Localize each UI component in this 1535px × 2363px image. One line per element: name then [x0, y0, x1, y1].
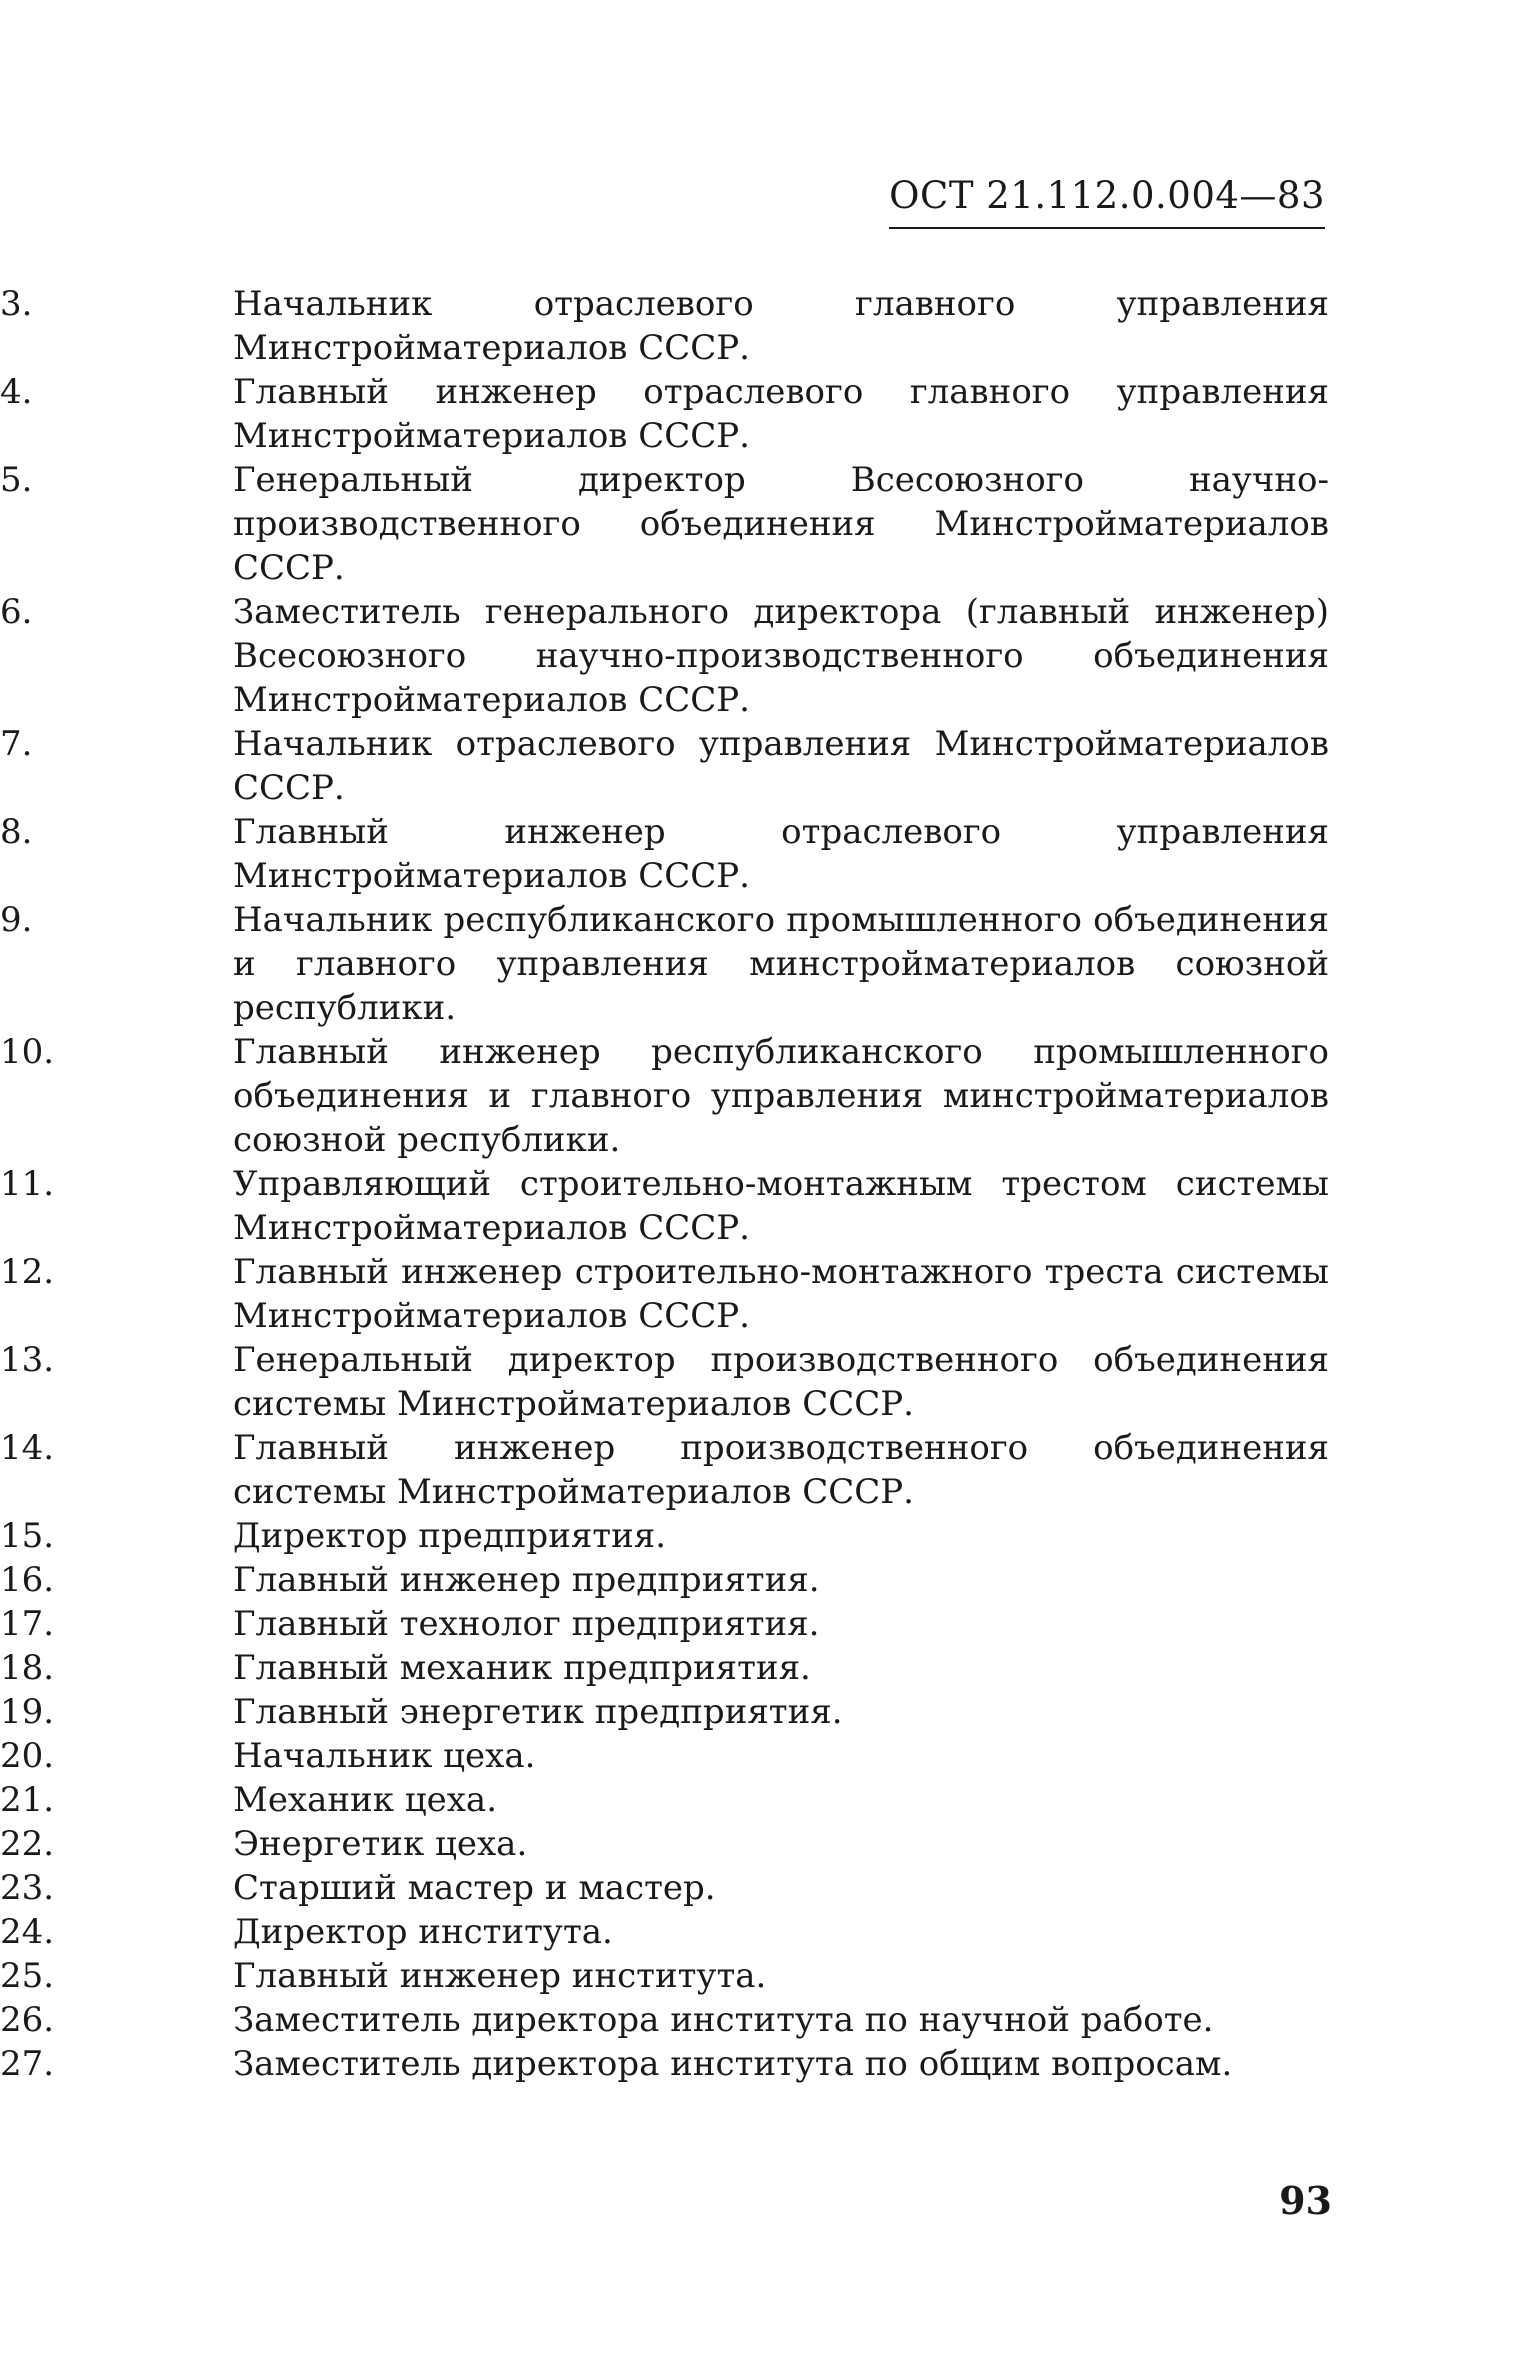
list-item-text: Директор института.	[233, 1912, 613, 1952]
list-item-text: Заместитель генерального директора (главный инженер) Всесоюзного научно-производственного объединения Минстройматериалов СССР.	[233, 592, 1329, 720]
list-item	[0, 1514, 1329, 1558]
list-item-number: 10.	[0, 1032, 55, 1072]
list-item-text: Главный механик предприятия.	[233, 1648, 811, 1688]
list-item	[0, 1690, 1329, 1734]
list-item-number: 18.	[0, 1648, 55, 1688]
list-item	[0, 1998, 1329, 2042]
list-item-number: 16.	[0, 1560, 55, 1600]
list-item-text: Энергетик цеха.	[233, 1824, 528, 1864]
list-item-text: Генеральный директор производственного объединения системы Минстройматериалов СССР.	[233, 1340, 1329, 1424]
list-item-text: Главный технолог предприятия.	[233, 1604, 820, 1644]
list-item-number: 17.	[0, 1604, 55, 1644]
position-list	[0, 282, 1535, 2086]
list-item-text: Старший мастер и мастер.	[233, 1868, 716, 1908]
list-item-text: Главный инженер института.	[233, 1956, 767, 1996]
list-item-text: Начальник отраслевого главного управления Минстройматериалов СССР.	[233, 284, 1329, 368]
list-item	[0, 898, 1329, 1030]
list-item	[0, 458, 1329, 590]
list-item	[0, 1162, 1329, 1250]
list-item-number: 26.	[0, 2000, 55, 2040]
list-item-number: 24.	[0, 1912, 55, 1952]
list-item-text: Главный инженер отраслевого управления Минстройматериалов СССР.	[233, 812, 1329, 896]
list-item-text: Начальник отраслевого управления Минстройматериалов СССР.	[233, 724, 1329, 808]
list-item-number: 4.	[0, 372, 33, 412]
list-item	[0, 1910, 1329, 1954]
list-item-number: 22.	[0, 1824, 55, 1864]
list-item	[0, 1866, 1329, 1910]
list-item-text: Механик цеха.	[233, 1780, 497, 1820]
list-item-number: 27.	[0, 2044, 55, 2084]
list-item-number: 12.	[0, 1252, 55, 1292]
list-item-text: Начальник республиканского промышленного объединения и главного управления минстройматериалов союзной республики.	[233, 900, 1329, 1028]
list-item-text: Главный инженер отраслевого главного управления Минстройматериалов СССР.	[233, 372, 1329, 456]
list-item-number: 20.	[0, 1736, 55, 1776]
list-item	[0, 2042, 1329, 2086]
page-number: 93	[1279, 2178, 1332, 2223]
list-item	[0, 1030, 1329, 1162]
list-item-number: 15.	[0, 1516, 55, 1556]
list-item-number: 8.	[0, 812, 33, 852]
list-item-text: Главный инженер производственного объединения системы Минстройматериалов СССР.	[233, 1428, 1329, 1512]
list-item	[0, 1822, 1329, 1866]
document-code-header: ОСТ 21.112.0.004—83	[889, 174, 1325, 229]
list-item	[0, 1250, 1329, 1338]
list-item	[0, 810, 1329, 898]
list-item	[0, 590, 1329, 722]
list-item	[0, 722, 1329, 810]
list-item-number: 19.	[0, 1692, 55, 1732]
list-item-number: 5.	[0, 460, 33, 500]
list-item-number: 23.	[0, 1868, 55, 1908]
list-item-text: Начальник цеха.	[233, 1736, 536, 1776]
list-item-number: 6.	[0, 592, 33, 632]
list-item	[0, 1426, 1329, 1514]
list-item	[0, 282, 1329, 370]
list-item-text: Директор предприятия.	[233, 1516, 667, 1556]
list-item-text: Заместитель директора института по научной работе.	[233, 2000, 1214, 2040]
list-item-text: Главный инженер предприятия.	[233, 1560, 820, 1600]
list-item-number: 21.	[0, 1780, 55, 1820]
list-item-number: 7.	[0, 724, 33, 764]
list-item	[0, 370, 1329, 458]
list-item-text: Главный энергетик предприятия.	[233, 1692, 843, 1732]
list-item-text: Управляющий строительно-монтажным трестом системы Минстройматериалов СССР.	[233, 1164, 1329, 1248]
list-item	[0, 1602, 1329, 1646]
list-item	[0, 1954, 1329, 1998]
list-item-text: Заместитель директора института по общим вопросам.	[233, 2044, 1233, 2084]
list-item-text: Главный инженер республиканского промышленного объединения и главного управления минстройматериалов союзной республики.	[233, 1032, 1329, 1160]
list-item	[0, 1338, 1329, 1426]
list-item-number: 3.	[0, 284, 33, 324]
list-item-text: Генеральный директор Всесоюзного научно-производственного объединения Минстройматериалов СССР.	[233, 460, 1329, 588]
list-item-number: 9.	[0, 900, 33, 940]
list-item	[0, 1778, 1329, 1822]
list-item-number: 25.	[0, 1956, 55, 1996]
list-item	[0, 1558, 1329, 1602]
list-item-number: 13.	[0, 1340, 55, 1380]
list-item	[0, 1734, 1329, 1778]
list-item	[0, 1646, 1329, 1690]
list-item-text: Главный инженер строительно-монтажного треста системы Минстройматериалов СССР.	[233, 1252, 1329, 1336]
list-item-number: 14.	[0, 1428, 55, 1468]
list-item-number: 11.	[0, 1164, 55, 1204]
